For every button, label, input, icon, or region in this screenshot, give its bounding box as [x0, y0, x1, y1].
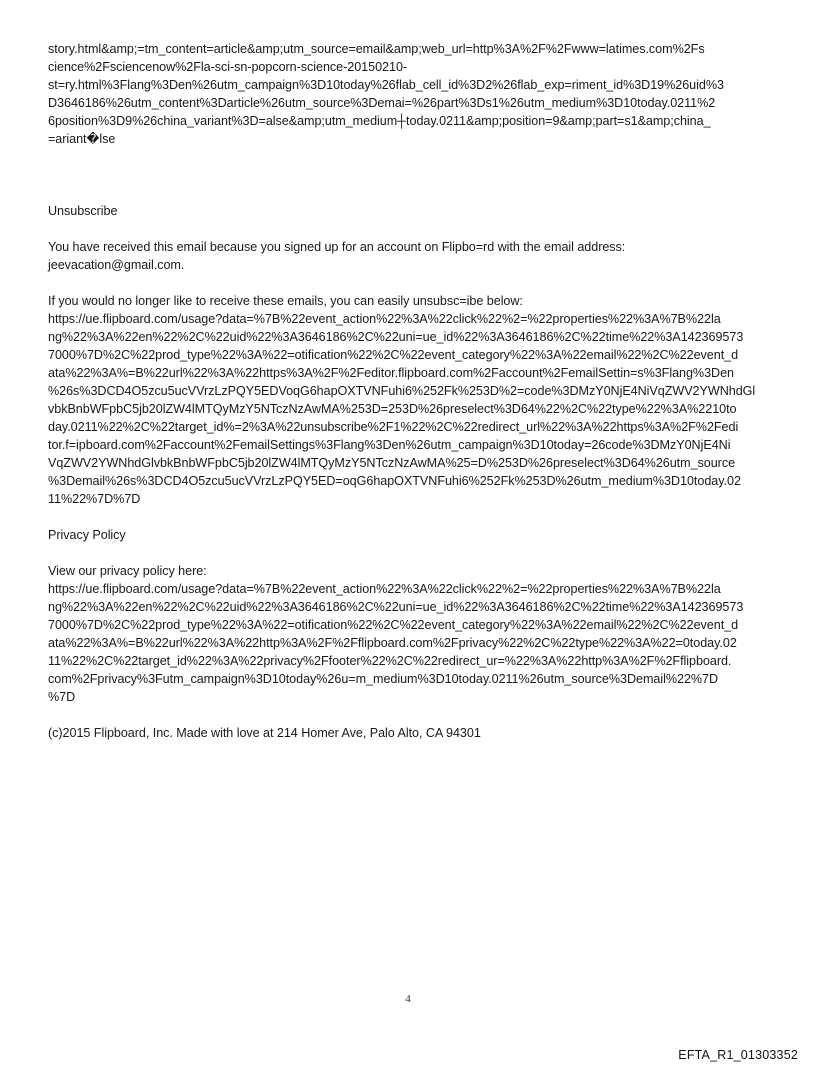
- unsubscribe-link-line[interactable]: vbkBnbWFpbC5jb20lZW4lMTQyMzY5NTczNzAwMA%253D=253D%26preselect%3D64%22%2C%22type%22%3A%2210to: [48, 402, 737, 416]
- url-line: cience%2Fsciencenow%2Fla-sci-sn-popcorn-science-20150210-: [48, 60, 408, 74]
- unsubscribe-heading: Unsubscribe: [48, 204, 118, 218]
- url-line: 6position%3D9%26china_variant%3D=alse&amp;utm_medium┼today.0211&amp;position=9&amp;part=s1&amp;china_: [48, 114, 711, 128]
- privacy-link-line[interactable]: 11%22%2C%22target_id%22%3A%22privacy%2Ffooter%22%2C%22redirect_ur=%22%3A%22http%3A%2F%2Fflipboard.: [48, 654, 732, 668]
- unsubscribe-link-line[interactable]: tor.f=ipboard.com%2Faccount%2FemailSettings%3Flang%3Den%26utm_campaign%3D10today=26code%3DMzY0NjE4Ni: [48, 438, 731, 452]
- unsubscribe-link-line[interactable]: ata%22%3A%=B%22url%22%3A%22https%3A%2F%2Feditor.flipboard.com%2Faccount%2FemailSettin=s%3Flang%3Den: [48, 366, 734, 380]
- url-line: story.html&amp;=tm_content=article&amp;utm_source=email&amp;web_url=http%3A%2F%2Fwww=latimes.com%2Fs: [48, 42, 705, 56]
- privacy-link-line[interactable]: https://ue.flipboard.com/usage?data=%7B%22event_action%22%3A%22click%22%2=%22properties%22%3A%7B%22la: [48, 582, 721, 596]
- unsubscribe-link-line[interactable]: %26s%3DCD4O5zcu5ucVVrzLzPQY5EDVoqG6hapOXTVNFuhi6%252Fk%253D%2=code%3DMzY0NjE4NiVqZWV2YWNhdGl: [48, 384, 756, 398]
- unsubscribe-link-line[interactable]: VqZWV2YWNhdGlvbkBnbWFpbC5jb20lZW4lMTQyMzY5NTczNzAwMA%25=D%253D%26preselect%3D64%26utm_source: [48, 456, 736, 470]
- url-block: [48, 40, 776, 148]
- unsubscribe-link-block: [48, 292, 776, 508]
- unsubscribe-link-line[interactable]: %3Demail%26s%3DCD4O5zcu5ucVVrzLzPQY5ED=oqG6hapOXTVNFuhi6%252Fk%253D%26utm_medium%3D10today.02: [48, 474, 741, 488]
- privacy-link-line[interactable]: ata%22%3A%=B%22url%22%3A%22http%3A%2F%2Fflipboard.com%2Fprivacy%22%2C%22type%22%3A%22=0today.02: [48, 636, 737, 650]
- unsubscribe-intro: If you would no longer like to receive these emails, you can easily unsubsc=ibe below:: [48, 294, 523, 308]
- privacy-link-line[interactable]: ng%22%3A%22en%22%2C%22uid%22%3A3646186%2C%22uni=ue_id%22%3A3646186%2C%22time%22%3A142369573: [48, 600, 744, 614]
- copyright-footer: (c)2015 Flipboard, Inc. Made with love at 214 Homer Ave, Palo Alto, CA 94301: [48, 726, 481, 740]
- unsubscribe-link-line[interactable]: 7000%7D%2C%22prod_type%22%3A%22=otification%22%2C%22event_category%22%3A%22email%22%2C%22event_d: [48, 348, 739, 362]
- url-line: =ariant�lse: [48, 132, 116, 146]
- privacy-link-line[interactable]: com%2Fprivacy%3Futm_campaign%3D10today%26u=m_medium%3D10today.0211%26utm_source%3Demail%22%7D: [48, 672, 719, 686]
- unsubscribe-notice: [48, 238, 776, 274]
- url-line: st=ry.html%3Flang%3Den%26utm_campaign%3D10today%26flab_cell_id%3D2%26flab_exp=riment_id%3D19%26uid%3: [48, 78, 724, 92]
- email-body: [48, 40, 776, 760]
- document-id-stamp: EFTA_R1_01303352: [678, 1048, 798, 1062]
- privacy-heading: Privacy Policy: [48, 528, 126, 542]
- notice-line: You have received this email because you signed up for an account on Flipbo=rd with the email address:: [48, 240, 626, 254]
- url-line: D3646186%26utm_content%3Darticle%26utm_source%3Demai=%26part%3Ds1%26utm_medium%3D10today.0211%2: [48, 96, 716, 110]
- notice-line: jeevacation@gmail.com.: [48, 258, 185, 272]
- privacy-link-block: [48, 562, 776, 706]
- privacy-link-line[interactable]: %7D: [48, 690, 76, 704]
- unsubscribe-link-line[interactable]: ng%22%3A%22en%22%2C%22uid%22%3A3646186%2C%22uni=ue_id%22%3A3646186%2C%22time%22%3A142369573: [48, 330, 744, 344]
- page-number: 4: [405, 993, 411, 1005]
- spacer: [48, 166, 776, 202]
- privacy-link-line[interactable]: 7000%7D%2C%22prod_type%22%3A%22=otification%22%2C%22event_category%22%3A%22email%22%2C%22event_d: [48, 618, 739, 632]
- privacy-intro: View our privacy policy here:: [48, 564, 207, 578]
- unsubscribe-link-line[interactable]: day.0211%22%2C%22target_id%=2%3A%22unsubscribe%2F1%22%2C%22redirect_url%22%3A%22https%3A%2F%2Fedi: [48, 420, 739, 434]
- unsubscribe-link-line[interactable]: https://ue.flipboard.com/usage?data=%7B%22event_action%22%3A%22click%22%2=%22properties%22%3A%7B%22la: [48, 312, 721, 326]
- unsubscribe-link-line[interactable]: 11%22%7D%7D: [48, 492, 141, 506]
